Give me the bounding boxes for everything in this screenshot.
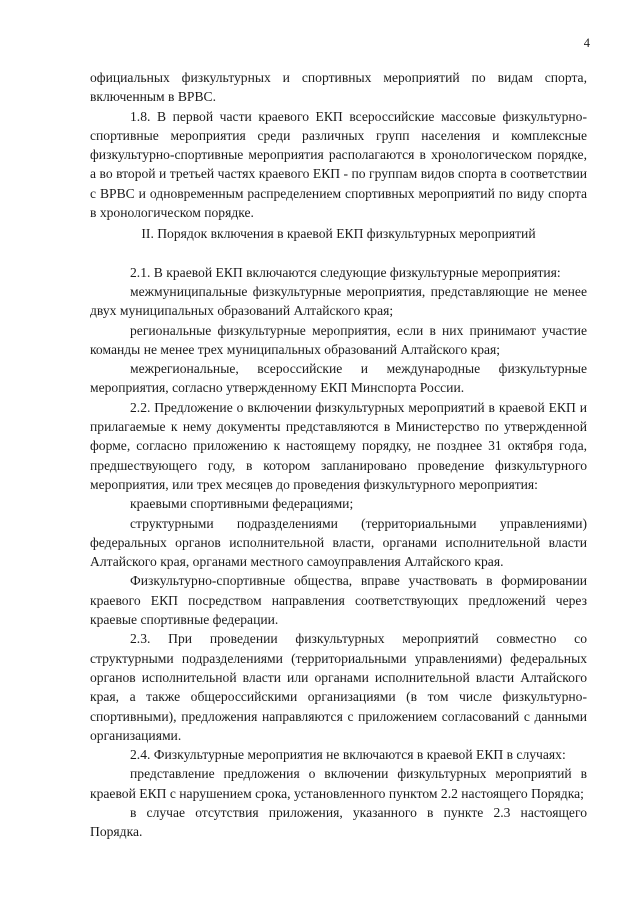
page-number: 4 (583, 36, 590, 50)
paragraph-p11: 2.3. При проведении физкультурных мероприятий совместно со структурными подразделениями (территориальными управлениями) федеральных органов исполнительной власти или органами исполнительной власти Алтайского края, а также общероссийскими организациями (в том числе физкультурно-спортивными), предложения направляются с приложением согласований с данными организациями. (90, 631, 587, 743)
paragraph-p14: в случае отсутствия приложения, указанного в пункте 2.3 настоящего Порядка. (90, 804, 587, 840)
section-heading: II. Порядок включения в краевой ЕКП физкультурных мероприятий (141, 226, 536, 242)
paragraph-p9: структурными подразделениями (территориальными управлениями) федеральных органов исполнительной власти, органами исполнительной власти Алтайского края, органами местного самоуправления Алтайского края. (90, 515, 587, 570)
document-body (90, 68, 587, 842)
paragraph-p10: Физкультурно-спортивные общества, вправе участвовать в формировании краевого ЕКП посредством направления соответствующих предложений через краевые спортивные федерации. (90, 573, 587, 628)
paragraph-p3: 2.1. В краевой ЕКП включаются следующие физкультурные мероприятия: (130, 264, 561, 280)
paragraph-p1: официальных физкультурных и спортивных мероприятий по видам спорта, включенным в ВРВС. (90, 70, 587, 105)
paragraph-p12: 2.4. Физкультурные мероприятия не включаются в краевой ЕКП в случаях: (130, 747, 566, 763)
paragraph-p6: межрегиональные, всероссийские и международные физкультурные мероприятия, согласно утвержденному ЕКП Минспорта России. (90, 361, 587, 396)
paragraph-p2: 1.8. В первой части краевого ЕКП всероссийские массовые физкультурно-спортивные мероприятия среди различных групп населения и комплексные физкультурно-спортивные мероприятия располагаются в хронологическом порядке, а во второй и третьей частях краевого ЕКП - по группам видов спорта в соответствии с ВРВС и одновременным распределением спортивных мероприятий по виду спорта в хронологическом порядке. (90, 108, 587, 221)
paragraph-p7: 2.2. Предложение о включении физкультурных мероприятий в краевой ЕКП и прилагаемые к нему документы представляются в Министерство по утвержденной форме, согласно приложению к настоящему порядку, не позднее 31 октября года, предшествующего году, в котором запланировано проведение физкультурного мероприятия, или трех месяцев до проведения физкультурного мероприятия: (90, 399, 587, 492)
paragraph-p8: краевыми спортивными федерациями; (130, 496, 354, 512)
paragraph-p5: региональные физкультурные мероприятия, если в них принимают участие команды не менее трех муниципальных образований Алтайского края; (90, 322, 587, 357)
paragraph-p4: межмуниципальные физкультурные мероприятия, представляющие не менее двух муниципальных образований Алтайского края; (90, 283, 587, 319)
paragraph-p13: представление предложения о включении физкультурных мероприятий в краевой ЕКП с нарушением срока, установленного пунктом 2.2 настоящего Порядка; (90, 766, 587, 801)
